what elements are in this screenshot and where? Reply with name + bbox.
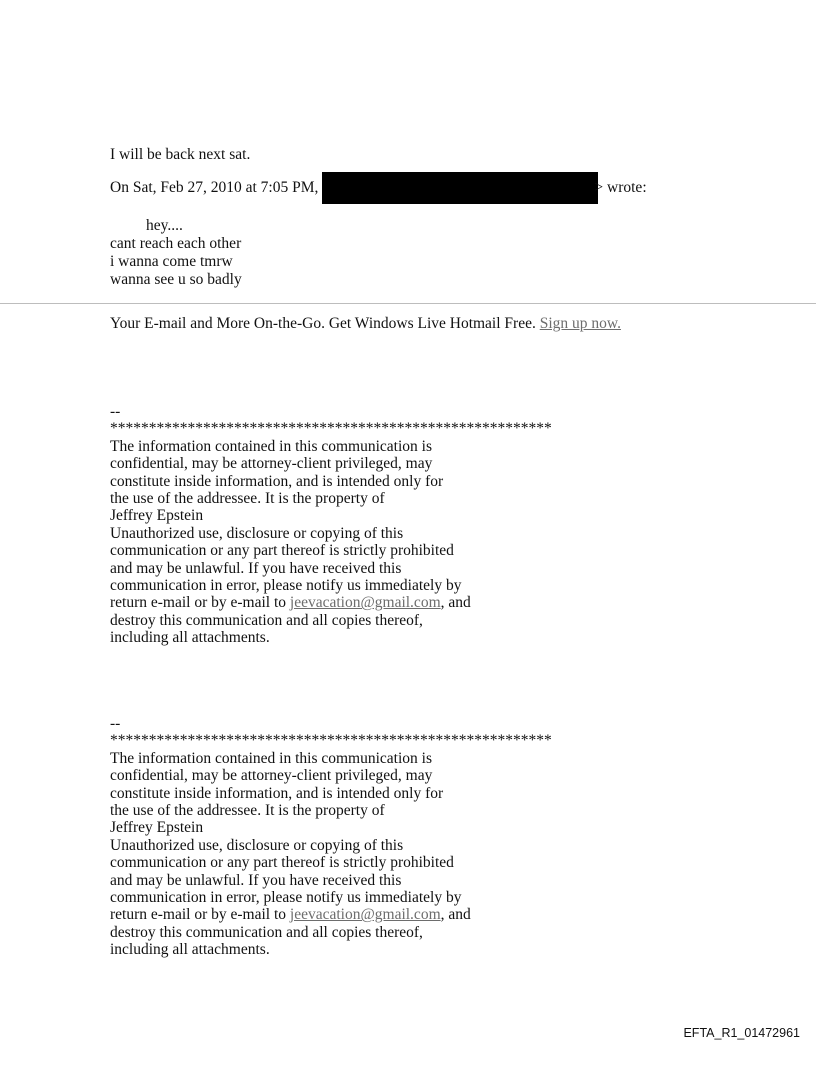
disclaimer-line: Jeffrey Epstein <box>110 819 204 837</box>
disclaimer-line: including all attachments. <box>110 629 270 647</box>
disclaimer-line: The information contained in this communication is <box>110 437 432 455</box>
quoted-line: hey.... <box>146 217 183 234</box>
stars-line: ********************************************************* <box>110 420 552 438</box>
disclaimer-line: Jeffrey Epstein <box>110 507 204 525</box>
disclaimer-line: confidential, may be attorney-client privileged, may <box>110 455 433 473</box>
disclaimer-line: Unauthorized use, disclosure or copying of this <box>110 524 404 542</box>
quoted-line: cant reach each other <box>110 235 242 252</box>
document-id: EFTA_R1_01472961 <box>683 1026 800 1040</box>
disclaimer-email-line <box>110 906 552 923</box>
disclaimer-block <box>110 403 552 646</box>
disclaimer-block <box>110 715 552 958</box>
separator: -- <box>110 715 121 732</box>
redaction-box <box>322 172 598 204</box>
stars-line: ********************************************************* <box>110 732 552 750</box>
quoted-message <box>110 217 242 289</box>
disclaimer-line: destroy this communication and all copies thereof, <box>110 923 423 941</box>
quoted-line: i wanna come tmrw <box>110 253 233 270</box>
ad-text: Your E-mail and More On-the-Go. Get Windows Live Hotmail Free. <box>110 315 540 332</box>
disclaimer-line: constitute inside information, and is intended only for <box>110 784 444 802</box>
quote-header-suffix: > wrote: <box>594 179 647 196</box>
email-suffix: , and <box>440 594 471 612</box>
disclaimer-line: Unauthorized use, disclosure or copying of this <box>110 836 404 854</box>
quote-header <box>110 172 647 204</box>
disclaimer-line: communication in error, please notify us immediately by <box>110 888 462 906</box>
disclaimer-line: constitute inside information, and is intended only for <box>110 472 444 490</box>
disclaimer-line: The information contained in this communication is <box>110 749 432 767</box>
disclaimer-line: and may be unlawful. If you have received this <box>110 559 402 577</box>
divider <box>0 303 816 304</box>
disclaimer-line: and may be unlawful. If you have received this <box>110 871 402 889</box>
disclaimer-line: including all attachments. <box>110 941 270 959</box>
disclaimer-email-line <box>110 594 552 611</box>
email-suffix: , and <box>440 906 471 924</box>
ad-line <box>110 315 621 333</box>
email-link[interactable]: jeevacation@gmail.com <box>289 906 441 924</box>
quoted-line: wanna see u so badly <box>110 271 242 288</box>
email-prefix: return e-mail or by e-mail to <box>110 594 290 612</box>
sign-up-link[interactable]: Sign up now. <box>539 315 621 332</box>
disclaimer-line: the use of the addressee. It is the property of <box>110 489 385 507</box>
email-link[interactable]: jeevacation@gmail.com <box>289 594 441 612</box>
quote-header-prefix: On Sat, Feb 27, 2010 at 7:05 PM, <box>110 179 319 196</box>
separator: -- <box>110 403 121 420</box>
email-prefix: return e-mail or by e-mail to <box>110 906 290 924</box>
disclaimer-line: the use of the addressee. It is the property of <box>110 801 385 819</box>
disclaimer-line: destroy this communication and all copies thereof, <box>110 611 423 629</box>
disclaimer-line: communication in error, please notify us immediately by <box>110 576 462 594</box>
disclaimer-line: communication or any part thereof is strictly prohibited <box>110 854 454 872</box>
disclaimer-line: communication or any part thereof is strictly prohibited <box>110 542 454 560</box>
reply-text: I will be back next sat. <box>110 146 251 163</box>
disclaimer-line: confidential, may be attorney-client privileged, may <box>110 767 433 785</box>
